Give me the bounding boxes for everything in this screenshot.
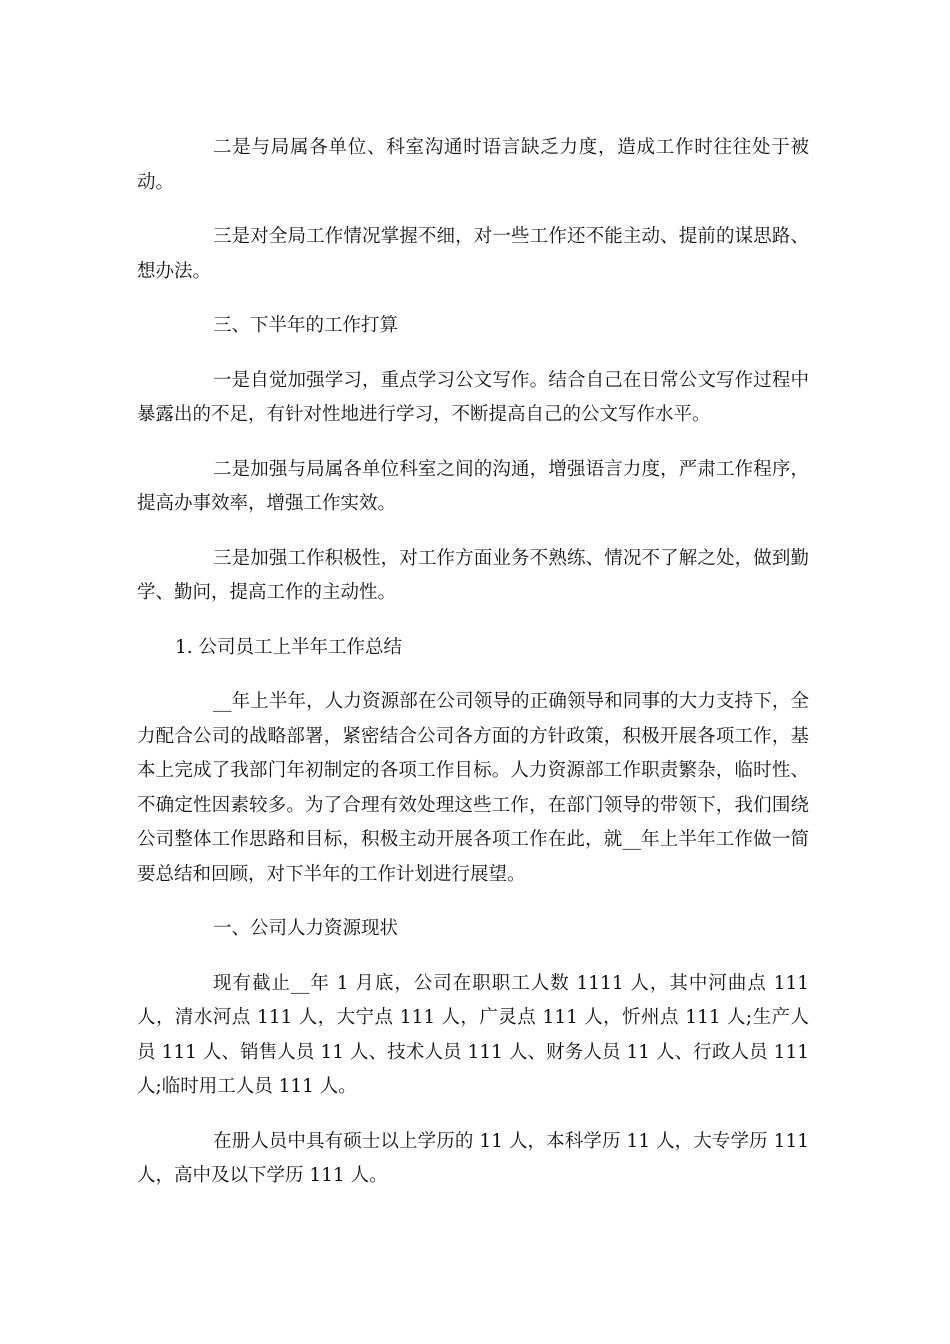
paragraph-plan-initiative: 三是加强工作积极性，对工作方面业务不熟练、情况不了解之处，做到勤学、勤问，提高工作的主动性。 [137, 547, 809, 603]
paragraph-staff-count: 现有截止__年 1 月底，公司在职职工人数 1111 人，其中河曲点 111 人，清水河点 111 人，大宁点 111 人，广灵点 111 人，忻州点 111 人;生产人员 111 人、销售人员 11 人、技术人员 111 人、财务人员 11 人、行政人员 111 人;临时用工人员 111 人。 [137, 972, 809, 1097]
document-body [137, 131, 809, 1214]
section-title-employee-summary: 1. 公司员工上半年工作总结 [175, 636, 403, 658]
paragraph-plan-study: 一是自觉加强学习，重点学习公文写作。结合自己在日常公文写作过程中暴露出的不足，有针对性地进行学习，不断提高自己的公文写作水平。 [137, 369, 809, 425]
paragraph-plan-communication: 二是加强与局属各单位科室之间的沟通，增强语言力度，严肃工作程序，提高办事效率，增强工作实效。 [137, 458, 809, 514]
section-heading-second-half-plan: 三、下半年的工作打算 [213, 315, 399, 336]
paragraph-hr-overview: __年上半年，人力资源部在公司领导的正确领导和同事的大力支持下，全力配合公司的战略部署，紧密结合公司各方面的方针政策，积极开展各项工作，基本上完成了我部门年初制定的各项工作目标。人力资源部工作职责繁杂，临时性、不确定性因素较多。为了合理有效处理这些工作，在部门领导的带领下，我们围绕公司整体工作思路和目标，积极主动开展各项工作在此，就__年上半年工作做一简要总结和回顾，对下半年的工作计划进行展望。 [137, 691, 809, 885]
paragraph-education-levels: 在册人员中具有硕士以上学历的 11 人，本科学历 11 人，大专学历 111 人，高中及以下学历 111 人。 [137, 1130, 809, 1186]
paragraph-communication-issue: 二是与局属各单位、科室沟通时语言缺乏力度，造成工作时往往处于被动。 [137, 137, 809, 193]
section-heading-hr-status: 一、公司人力资源现状 [213, 918, 399, 939]
paragraph-work-grasp-issue: 三是对全局工作情况掌握不细，对一些工作还不能主动、提前的谋思路、想办法。 [137, 226, 809, 282]
